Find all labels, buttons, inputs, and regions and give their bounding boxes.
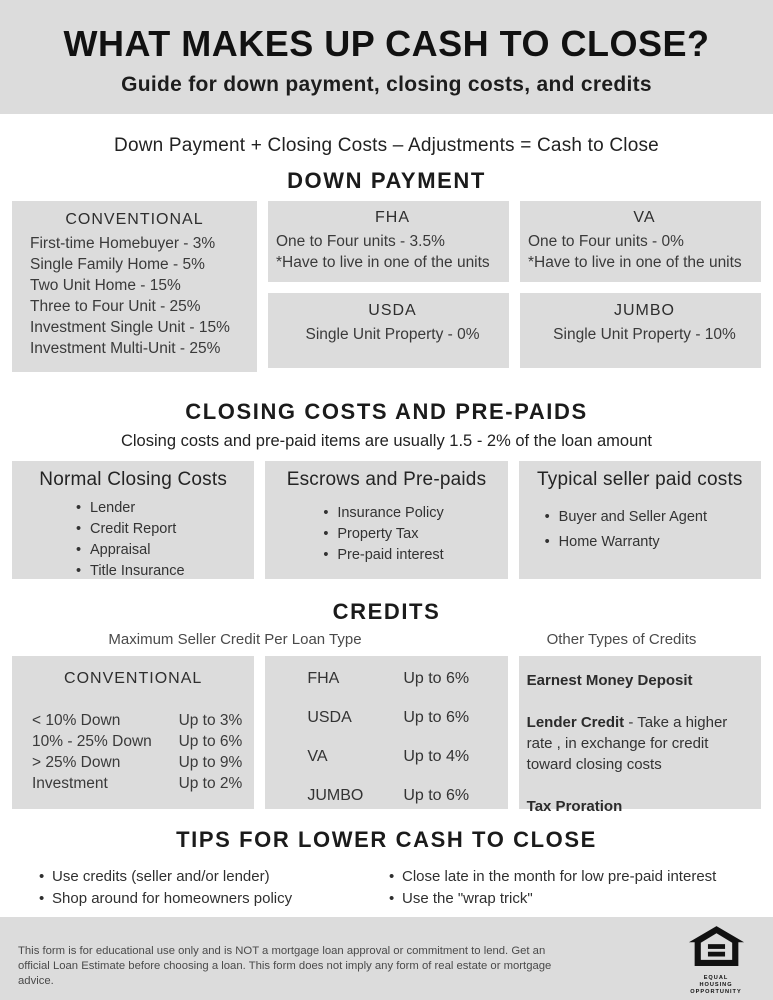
table-row <box>307 670 507 688</box>
jumbo-line: Single Unit Property - 10% <box>553 326 736 343</box>
tips-right-column <box>388 866 738 909</box>
equal-housing-house-icon <box>688 926 745 968</box>
conventional-down-payment-box <box>12 201 257 372</box>
down-payment-middle-column <box>268 201 509 372</box>
list-item: • Credit Report <box>90 519 254 540</box>
tips-left-column <box>38 866 388 909</box>
conventional-item: Two Unit Home - 15% <box>30 277 181 294</box>
tax-proration: Tax Proration <box>526 798 623 815</box>
list-item: • Home Warranty <box>559 530 761 555</box>
tips-heading: TIPS FOR LOWER CASH TO CLOSE <box>176 827 597 852</box>
credits-heading: CREDITS <box>332 599 441 624</box>
loan-type-label: VA <box>307 748 328 765</box>
down-payment-right-column <box>520 201 761 372</box>
list-item: • Use credits (seller and/or lender) <box>52 866 388 888</box>
loan-type-value: Up to 6% <box>403 709 470 726</box>
credit-row-value: Up to 6% <box>178 733 243 750</box>
credit-row-label: Investment <box>32 775 108 792</box>
credits-grid <box>12 656 761 815</box>
va-down-payment-box <box>520 201 761 282</box>
list-item: • Shop around for homeowners policy <box>52 888 388 910</box>
list-item: • Lender <box>90 498 254 519</box>
table-row <box>32 752 242 773</box>
usda-line: Single Unit Property - 0% <box>305 326 480 343</box>
va-line: One to Four units - 0% <box>528 233 684 250</box>
loan-type-value: Up to 6% <box>403 787 470 804</box>
tips-right-list <box>388 866 738 909</box>
lender-credit-label: Lender Credit <box>526 714 625 731</box>
table-row <box>32 710 242 731</box>
down-payment-heading: DOWN PAYMENT <box>287 168 486 193</box>
equal-housing-text <box>686 975 746 996</box>
seller-paid-costs-title: Typical seller paid costs <box>536 469 743 490</box>
normal-closing-costs-box <box>12 461 254 579</box>
conventional-item: Three to Four Unit - 25% <box>30 298 201 315</box>
disclaimer-text: This form is for educational use only and is NOT a mortgage loan approval or commitment to lend. Get an official Loan Estimate before choosing a loan. This form does not imply any form of real estate or mortgage advice. <box>18 945 552 987</box>
credit-row-value: Up to 9% <box>178 754 243 771</box>
closing-costs-heading: CLOSING COSTS AND PRE-PAIDS <box>185 399 588 424</box>
conventional-credits-box <box>12 656 254 809</box>
equal-housing-line1: EQUAL HOUSING <box>699 975 733 988</box>
earnest-money-deposit: Earnest Money Deposit <box>526 672 693 689</box>
tips-columns <box>38 866 773 909</box>
closing-costs-grid <box>12 461 761 579</box>
va-title: VA <box>633 209 656 226</box>
conventional-item: Investment Multi-Unit - 25% <box>30 340 221 357</box>
loan-type-value: Up to 4% <box>403 748 470 765</box>
loan-type-value: Up to 6% <box>403 670 470 687</box>
jumbo-down-payment-box <box>520 293 761 368</box>
equal-housing-logo <box>686 926 746 996</box>
table-row <box>32 773 242 794</box>
usda-down-payment-box <box>268 293 509 368</box>
loan-type-credits-box <box>265 656 507 809</box>
table-row <box>307 709 507 727</box>
normal-closing-costs-list <box>12 498 254 582</box>
va-note: *Have to live in one of the units <box>528 254 742 271</box>
escrows-prepaids-title: Escrows and Pre-paids <box>286 469 487 490</box>
conventional-title: CONVENTIONAL <box>65 211 204 228</box>
list-item: • Property Tax <box>337 524 507 545</box>
credit-row-label: > 25% Down <box>32 754 121 771</box>
loan-type-credits-rows <box>265 664 507 805</box>
page-subtitle: Guide for down payment, closing costs, and credits <box>121 73 652 96</box>
credit-row-label: < 10% Down <box>32 712 121 729</box>
lender-credit-description: - Take a higher rate , in exchange for credit toward closing costs <box>526 714 728 773</box>
conventional-item: First-time Homebuyer - 3% <box>30 235 216 252</box>
fha-down-payment-box <box>268 201 509 282</box>
fha-line: One to Four units - 3.5% <box>276 233 445 250</box>
fha-title: FHA <box>375 209 410 226</box>
other-credits-content <box>519 664 761 817</box>
closing-costs-subtitle: Closing costs and pre-paid items are usually 1.5 - 2% of the loan amount <box>120 432 653 450</box>
loan-type-label: USDA <box>307 709 352 726</box>
other-credits-subheading: Other Types of Credits <box>546 631 697 648</box>
fha-note: *Have to live in one of the units <box>276 254 490 271</box>
conventional-item: Single Family Home - 5% <box>30 256 205 273</box>
header-band <box>0 0 773 114</box>
normal-closing-costs-title: Normal Closing Costs <box>39 469 228 490</box>
page-title: WHAT MAKES UP CASH TO CLOSE? <box>63 23 710 64</box>
jumbo-title: JUMBO <box>614 302 675 319</box>
conventional-credits-title: CONVENTIONAL <box>64 670 203 687</box>
table-row <box>32 731 242 752</box>
lender-credit-note <box>527 712 751 775</box>
escrows-prepaids-list <box>265 503 507 566</box>
conventional-credits-rows <box>12 710 254 794</box>
credit-row-value: Up to 3% <box>178 712 243 729</box>
credit-row-value: Up to 2% <box>178 775 243 792</box>
list-item: • Close late in the month for low pre-paid interest <box>402 866 738 888</box>
conventional-item: Investment Single Unit - 15% <box>30 319 230 336</box>
list-item: • Pre-paid interest <box>337 545 507 566</box>
credits-subheadings <box>0 631 773 648</box>
credit-row-label: 10% - 25% Down <box>32 733 152 750</box>
list-item: • Appraisal <box>90 540 254 561</box>
seller-paid-costs-list <box>519 505 761 555</box>
footer-band <box>0 917 773 1000</box>
max-seller-credit-subheading: Maximum Seller Credit Per Loan Type <box>108 631 362 648</box>
list-item: • Title Insurance <box>90 561 254 582</box>
table-row <box>307 787 507 805</box>
loan-type-label: JUMBO <box>307 787 364 804</box>
list-item: • Insurance Policy <box>337 503 507 524</box>
cash-to-close-formula: Down Payment + Closing Costs – Adjustments = Cash to Close <box>114 135 659 156</box>
list-item: • Buyer and Seller Agent <box>559 505 761 530</box>
seller-paid-costs-box <box>519 461 761 579</box>
escrows-prepaids-box <box>265 461 507 579</box>
tips-left-list <box>38 866 388 909</box>
other-credits-box <box>519 656 761 815</box>
loan-type-label: FHA <box>307 670 340 687</box>
equal-housing-line2: OPPORTUNITY <box>690 989 742 995</box>
table-row <box>307 748 507 766</box>
usda-title: USDA <box>368 302 417 319</box>
list-item: • Use the "wrap trick" <box>402 888 738 910</box>
down-payment-grid <box>12 201 761 372</box>
